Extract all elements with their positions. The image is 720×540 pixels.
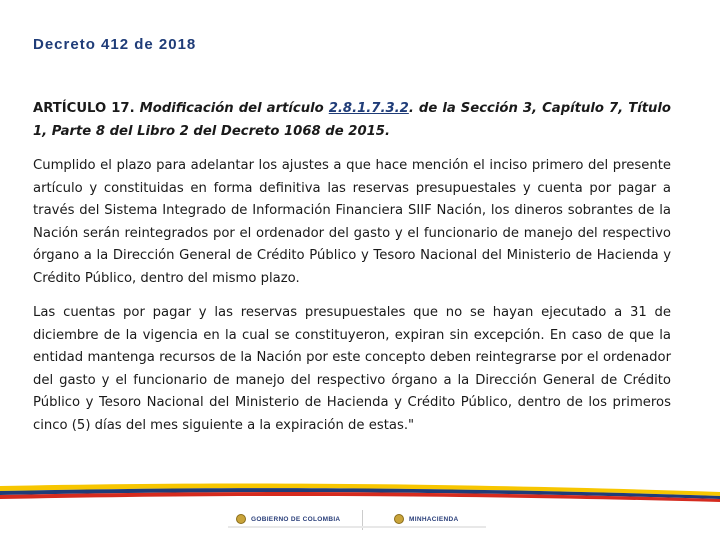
article-heading	[33, 98, 671, 143]
flag-stripes-decoration	[0, 482, 720, 502]
footer-logos	[0, 506, 720, 536]
footer-underline	[228, 526, 486, 528]
article-link[interactable]: 2.8.1.7.3.2	[328, 101, 409, 116]
minhacienda-seal-icon	[394, 514, 404, 524]
document-title: Decreto 412 de 2018	[33, 36, 197, 53]
document-body	[33, 98, 671, 449]
article-label: ARTÍCULO 17.	[33, 101, 135, 116]
article-heading-tail: . de la Sección 3, Capítulo 7, Título 1, Parte 8 del Libro 2 del Decreto 1068 de 2015.	[33, 101, 671, 139]
logo-left-text: GOBIERNO DE COLOMBIA	[251, 515, 341, 523]
article-heading-text: Modificación del artículo	[134, 101, 329, 116]
colombia-seal-icon	[236, 514, 246, 524]
logo-right-text: MINHACIENDA	[409, 515, 459, 523]
paragraph-2: Las cuentas por pagar y las reservas presupuestales que no se hayan ejecutado a 31 de diciembre de la vigencia en la cual se constituyeron, expiran sin excepción. En caso de que la entidad mantenga recursos de la Nación por este concepto deben reintegrarse por el ordenador del gasto y el funcionario de manejo del respectivo órgano a la Dirección General de Crédito Público y Tesoro Nacional del Ministerio de Hacienda y Crédito Público, dentro de los primeros cinco (5) días del mes siguiente a la expiración de estas."	[33, 305, 671, 433]
paragraph-1: Cumplido el plazo para adelantar los ajustes a que hace mención el inciso primero del presente artículo y constituidas en forma definitiva las reservas presupuestales y cuenta por pagar a través del Sistema Integrado de Información Financiera SIIF Nación, los dineros sobrantes de la Nación serán reintegrados por el ordenador del gasto y el funcionario de manejo del respectivo órgano a la Dirección General de Crédito Público y Tesoro Nacional del Ministerio de Hacienda y Crédito Público, dentro del mismo plazo.	[33, 158, 671, 286]
